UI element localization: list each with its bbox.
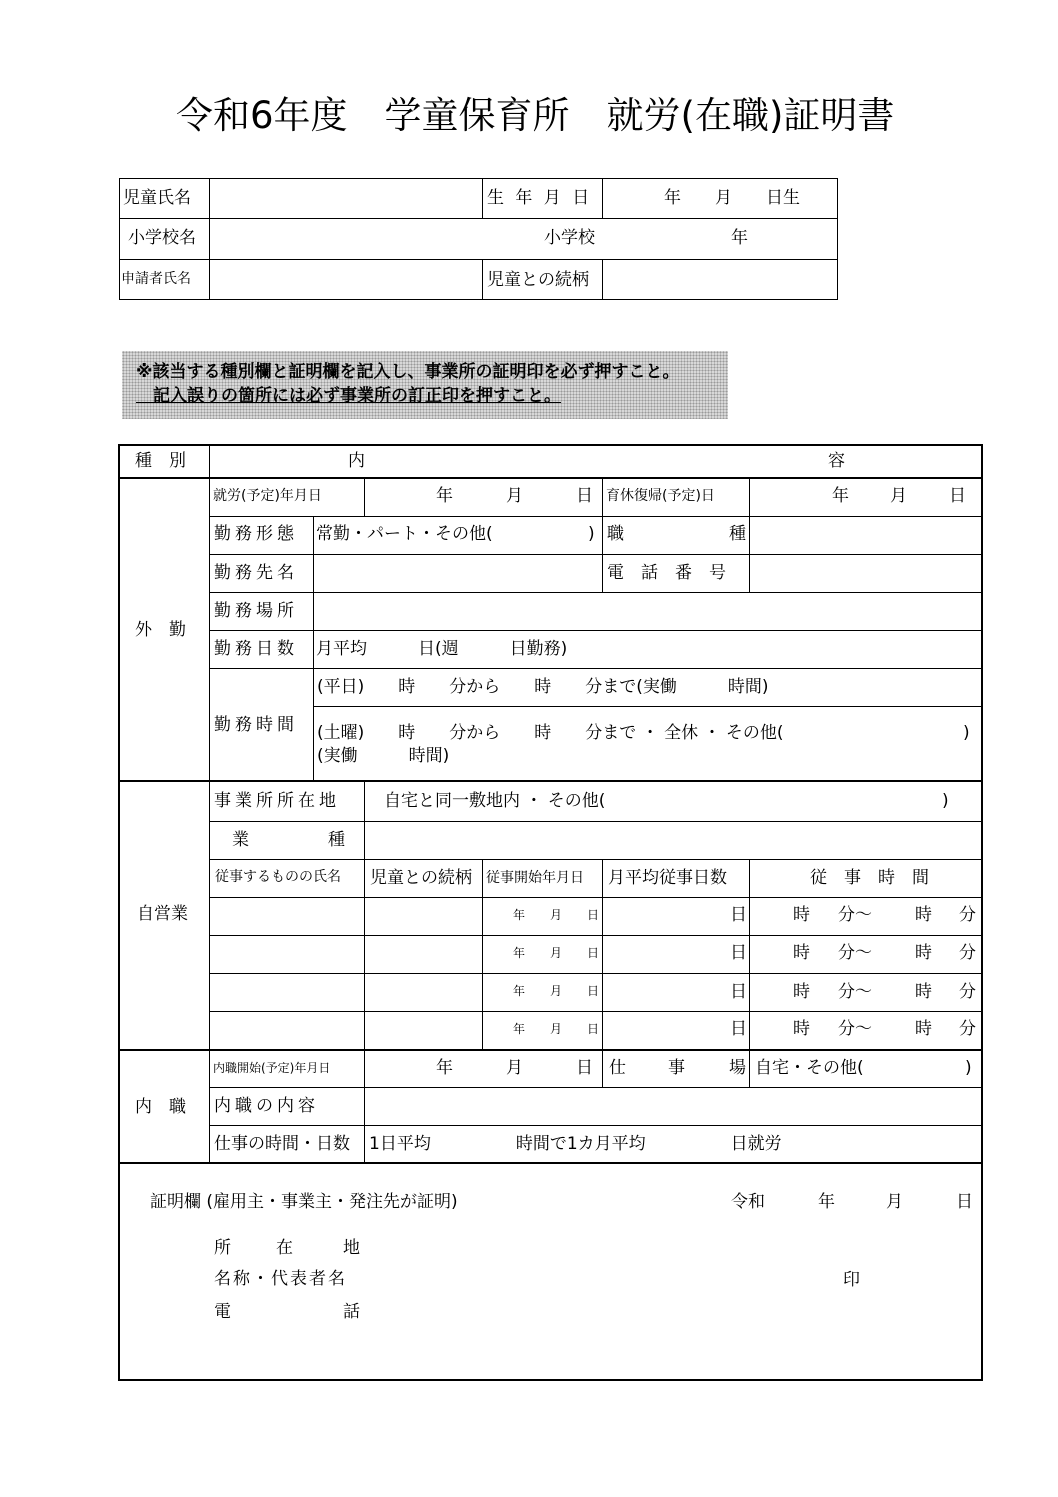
relation-input[interactable] (604, 261, 836, 298)
leave-return-month[interactable]: 月 (890, 486, 907, 506)
row-min-from[interactable]: 分～ (838, 982, 872, 1002)
header-content-right: 容 (828, 451, 845, 471)
header-type: 種 別 (135, 451, 186, 471)
child-name-input[interactable] (211, 180, 481, 217)
work-form-close: ) (588, 524, 595, 544)
row-min-to[interactable]: 分 (959, 905, 976, 925)
work-place-input[interactable] (315, 594, 980, 629)
cert-day[interactable]: 日 (956, 1192, 973, 1212)
row-hour-from[interactable]: 時 (793, 982, 810, 1002)
weekday-hours[interactable]: (平日) 時 分から 時 分まで(実働 時間) (317, 677, 769, 697)
row-hour-from[interactable]: 時 (793, 1019, 810, 1039)
cert-name-label: 名称・代表者名 (214, 1269, 347, 1289)
employer-label: 勤務先名 (214, 563, 298, 583)
header-content-left: 内 (348, 451, 365, 471)
business-type-label-2: 種 (328, 830, 345, 850)
cert-phone-char: 電 (214, 1302, 231, 1322)
cert-address-char: 在 (276, 1238, 293, 1258)
homework-label: 内 職 (135, 1097, 186, 1117)
cert-year[interactable]: 年 (818, 1192, 835, 1212)
row-start-month[interactable]: 月 (550, 908, 563, 922)
row-start-year[interactable]: 年 (513, 946, 526, 960)
school-input[interactable] (211, 220, 541, 257)
row-min-to[interactable]: 分 (959, 943, 976, 963)
business-type-input[interactable] (366, 823, 980, 858)
homework-content-input[interactable] (366, 1089, 980, 1124)
school-suffix: 小学校 (544, 228, 595, 248)
row-start-month[interactable]: 月 (550, 1022, 563, 1036)
relation-label: 児童との続柄 (487, 270, 589, 290)
row-min-from[interactable]: 分～ (838, 943, 872, 963)
workplace-close: ) (965, 1058, 972, 1078)
cert-address-char: 所 (214, 1238, 231, 1258)
work-form-value[interactable]: 常勤・パート・その他( (316, 524, 493, 544)
row-hour-from[interactable]: 時 (793, 943, 810, 963)
row-start-month[interactable]: 月 (550, 946, 563, 960)
business-location-label: 事業所所在地 (214, 791, 340, 811)
work-days-value[interactable]: 月平均 日(週 日勤務) (316, 639, 568, 659)
business-location-close: ) (942, 791, 949, 811)
work-place-label: 勤務場所 (214, 601, 298, 621)
workplace-label-1: 仕 (609, 1058, 626, 1078)
notice-line-2: 記入誤りの箇所には必ず事業所の訂正印を押すこと。 (136, 386, 561, 406)
birthdate-label: 生 年 月 日 (487, 188, 590, 208)
work-form-label: 勤務形態 (214, 524, 298, 544)
row-start-month[interactable]: 月 (550, 984, 563, 998)
cert-era: 令和 (731, 1192, 765, 1212)
business-type-label-1: 業 (232, 830, 249, 850)
work-start-month[interactable]: 月 (506, 486, 523, 506)
col-monthly-days: 月平均従事日数 (608, 868, 727, 888)
cert-phone-char: 話 (343, 1302, 360, 1322)
workplace-label-2: 事 (668, 1058, 685, 1078)
cert-seal: 印 (843, 1270, 860, 1290)
homework-start-year[interactable]: 年 (436, 1058, 453, 1078)
saturday-hours-close: ) (963, 723, 970, 743)
homework-start-label: 内職開始(予定)年月日 (213, 1061, 331, 1075)
row-days[interactable]: 日 (730, 1019, 747, 1039)
row-min-from[interactable]: 分～ (838, 905, 872, 925)
job-type-label-1: 職 (607, 524, 624, 544)
col-worker-name: 従事するものの氏名 (215, 869, 341, 885)
phone-input[interactable] (751, 556, 980, 591)
workplace-label-3: 場 (729, 1058, 746, 1078)
row-start-day[interactable]: 日 (587, 1022, 600, 1036)
applicant-label: 申請者氏名 (121, 271, 191, 287)
row-days[interactable]: 日 (730, 943, 747, 963)
row-hour-from[interactable]: 時 (793, 905, 810, 925)
homework-time-value[interactable]: 1日平均 時間で1カ月平均 日就労 (369, 1134, 782, 1154)
birthdate-value[interactable]: 年 月 日生 (664, 188, 800, 208)
page-title: 令和6年度 学童保育所 就労(在職)証明書 (176, 94, 895, 137)
row-min-to[interactable]: 分 (959, 1019, 976, 1039)
work-days-label: 勤務日数 (214, 639, 298, 659)
phone-label: 電 話 番 号 (607, 563, 726, 583)
col-start-date: 従事開始年月日 (486, 870, 584, 886)
row-start-day[interactable]: 日 (587, 946, 600, 960)
work-start-year[interactable]: 年 (436, 486, 453, 506)
employer-input[interactable] (315, 556, 601, 591)
row-days[interactable]: 日 (730, 905, 747, 925)
cert-label: 証明欄 (雇用主・事業主・発注先が証明) (150, 1192, 458, 1212)
homework-time-label: 仕事の時間・日数 (214, 1134, 350, 1154)
col-hours: 従 事 時 間 (810, 868, 929, 888)
applicant-input[interactable] (211, 261, 481, 298)
row-min-to[interactable]: 分 (959, 982, 976, 1002)
row-start-year[interactable]: 年 (513, 984, 526, 998)
row-hour-to[interactable]: 時 (915, 905, 932, 925)
row-hour-to[interactable]: 時 (915, 943, 932, 963)
row-start-year[interactable]: 年 (513, 1022, 526, 1036)
row-hour-to[interactable]: 時 (915, 1019, 932, 1039)
work-start-day[interactable]: 日 (576, 486, 593, 506)
saturday-actual[interactable]: (実働 時間) (317, 746, 450, 766)
row-start-year[interactable]: 年 (513, 908, 526, 922)
row-days[interactable]: 日 (730, 982, 747, 1002)
grade-suffix: 年 (731, 228, 748, 248)
row-hour-to[interactable]: 時 (915, 982, 932, 1002)
row-start-day[interactable]: 日 (587, 984, 600, 998)
outside-label: 外 勤 (135, 620, 186, 640)
leave-return-year[interactable]: 年 (832, 486, 849, 506)
cert-address-char: 地 (343, 1238, 360, 1258)
leave-return-label: 育休復帰(予定)日 (606, 488, 715, 504)
homework-content-label: 内職の内容 (214, 1096, 319, 1116)
cert-month[interactable]: 月 (886, 1192, 903, 1212)
leave-return-day[interactable]: 日 (949, 486, 966, 506)
child-name-label: 児童氏名 (123, 188, 191, 208)
homework-start-month[interactable]: 月 (506, 1058, 523, 1078)
row-min-from[interactable]: 分～ (838, 1019, 872, 1039)
job-type-label-2: 種 (729, 524, 746, 544)
notice-box (122, 351, 728, 419)
work-hours-label: 勤務時間 (214, 715, 298, 735)
row-start-day[interactable]: 日 (587, 908, 600, 922)
job-type-input[interactable] (751, 518, 980, 553)
self-employed-label: 自営業 (137, 904, 188, 924)
work-start-label: 就労(予定)年月日 (213, 488, 322, 504)
business-location-value[interactable]: 自宅と同一敷地内 ・ その他( (384, 791, 606, 811)
saturday-hours[interactable]: (土曜) 時 分から 時 分まで ・ 全休 ・ その他( (317, 723, 784, 743)
notice-line-1: ※該当する種別欄と証明欄を記入し、事業所の証明印を必ず押すこと。 (136, 362, 680, 382)
workplace-value[interactable]: 自宅・その他( (755, 1058, 864, 1078)
col-relation: 児童との続柄 (370, 868, 472, 888)
homework-start-day[interactable]: 日 (576, 1058, 593, 1078)
school-label: 小学校名 (128, 228, 196, 248)
